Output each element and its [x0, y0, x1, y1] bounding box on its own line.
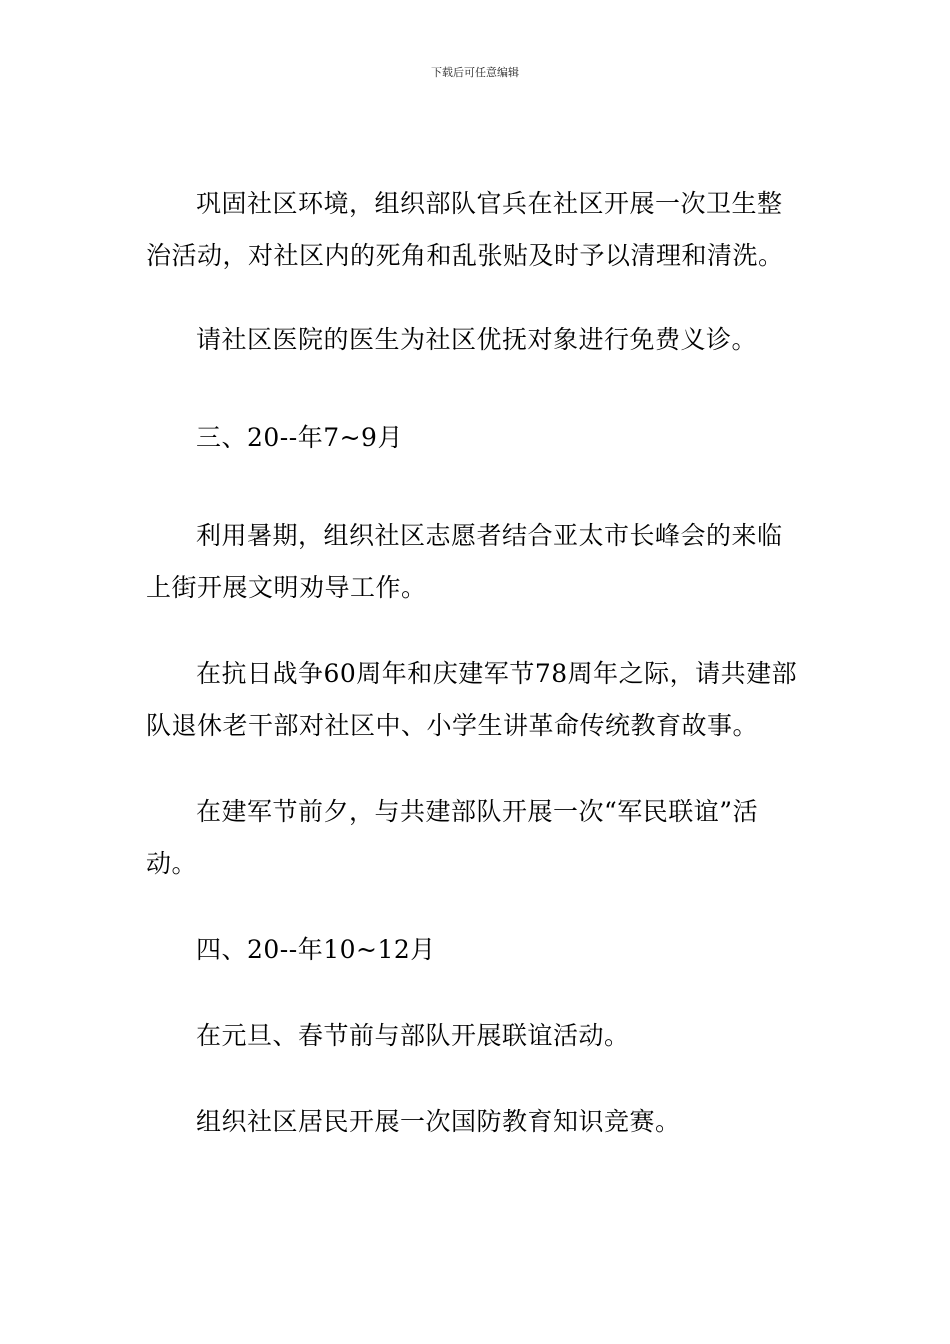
document-body — [146, 178, 806, 1148]
paragraph-summer-volunteers: 利用暑期，组织社区志愿者结合亚太市长峰会的来临上街开展文明劝导工作。 — [146, 521, 783, 602]
paragraph-free-clinic: 请社区医院的医生为社区优抚对象进行免费义诊。 — [196, 325, 758, 354]
paragraph-new-year-event: 在元旦、春节前与部队开展联谊活动。 — [196, 1021, 630, 1050]
paragraph-army-day-event: 在建军节前夕，与共建部队开展一次“军民联谊”活动。 — [146, 797, 759, 878]
page-header-note: 下载后可任意编辑 — [431, 66, 519, 79]
paragraph-anniversary-education: 在抗日战争60周年和庆建军节78周年之际，请共建部队退休老干部对社区中、小学生讲革命传统教育故事。 — [146, 659, 798, 740]
section-heading-q3: 三、20--年7~9月 — [196, 423, 403, 452]
section-heading-q4: 四、20--年10~12月 — [196, 935, 436, 964]
paragraph-defense-quiz: 组织社区居民开展一次国防教育知识竞赛。 — [196, 1107, 681, 1136]
paragraph-community-cleanup: 巩固社区环境，组织部队官兵在社区开展一次卫生整治活动，对社区内的死角和乱张贴及时予以清理和清洗。 — [146, 189, 784, 270]
